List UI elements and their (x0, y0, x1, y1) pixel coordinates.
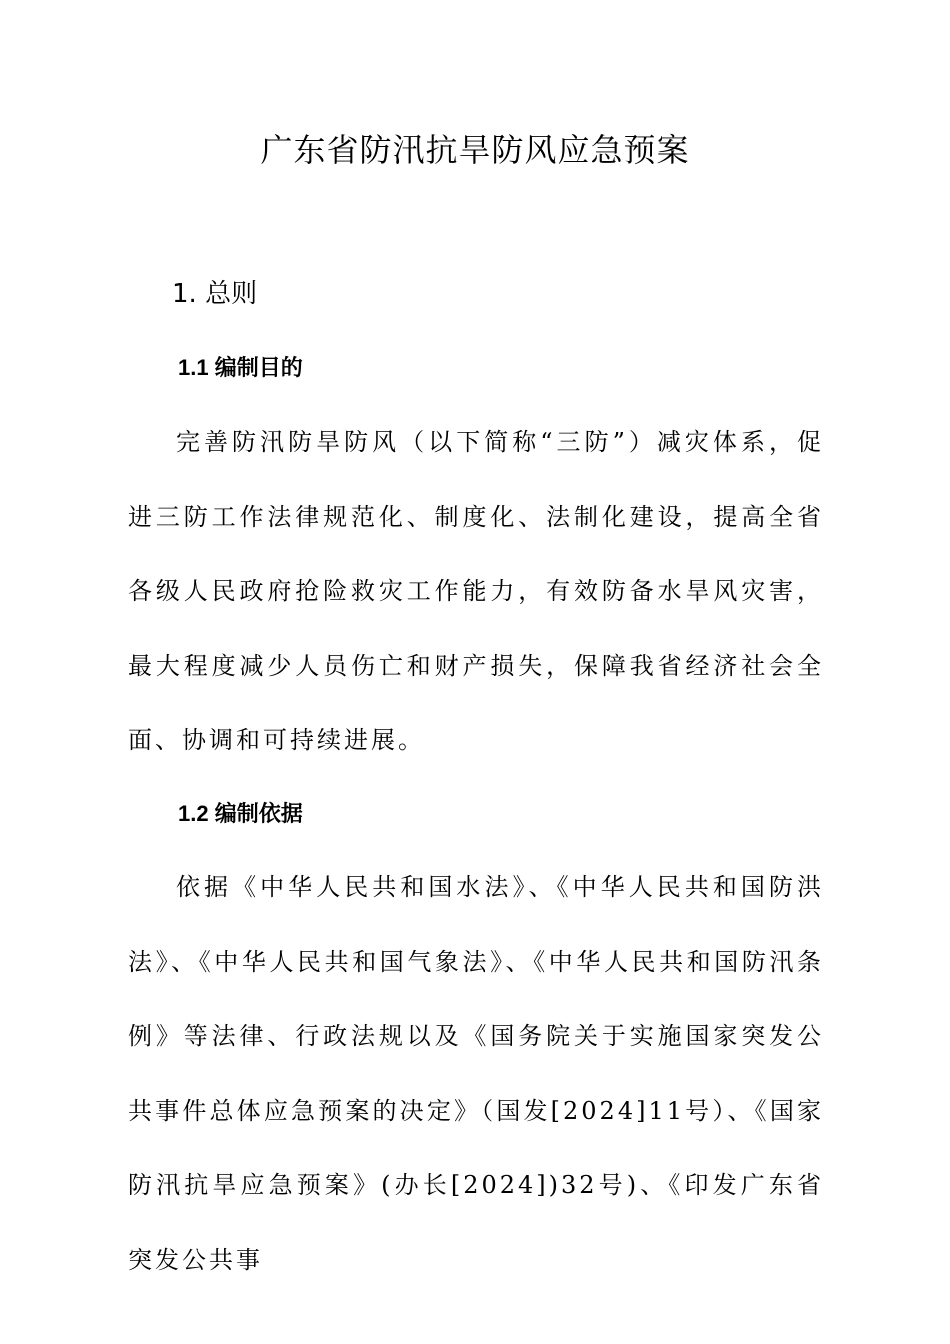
document-title: 广东省防汛抗旱防风应急预案 (260, 131, 690, 169)
purpose-paragraph: 完善防汛防旱防风（以下简称“三防”）减灾体系，促进三防工作法律规范化、制度化、法制化建设，提高全省各级人民政府抢险救灾工作能力，有效防备水旱风灾害，最大程度减少人员伤亡和财产损失，保障我省经济社会全面、协调和可持续进展。 (128, 428, 824, 754)
subsection-heading-purpose: 1.1 编制目的 (178, 355, 303, 380)
section-heading-general: 1. 总则 (172, 279, 258, 309)
basis-paragraph: 依据《中华人民共和国水法》、《中华人民共和国防洪法》、《中华人民共和国气象法》、《中华人民共和国防汛条例》等法律、行政法规以及《国务院关于实施国家突发公共事件总体应急预案的决定》（国发[2024]11号）、《国家防汛抗旱应急预案》(办长[2024])32号)、《印发广东省突发公共事 (128, 873, 824, 1274)
subsection-heading-basis: 1.2 编制依据 (178, 801, 303, 826)
